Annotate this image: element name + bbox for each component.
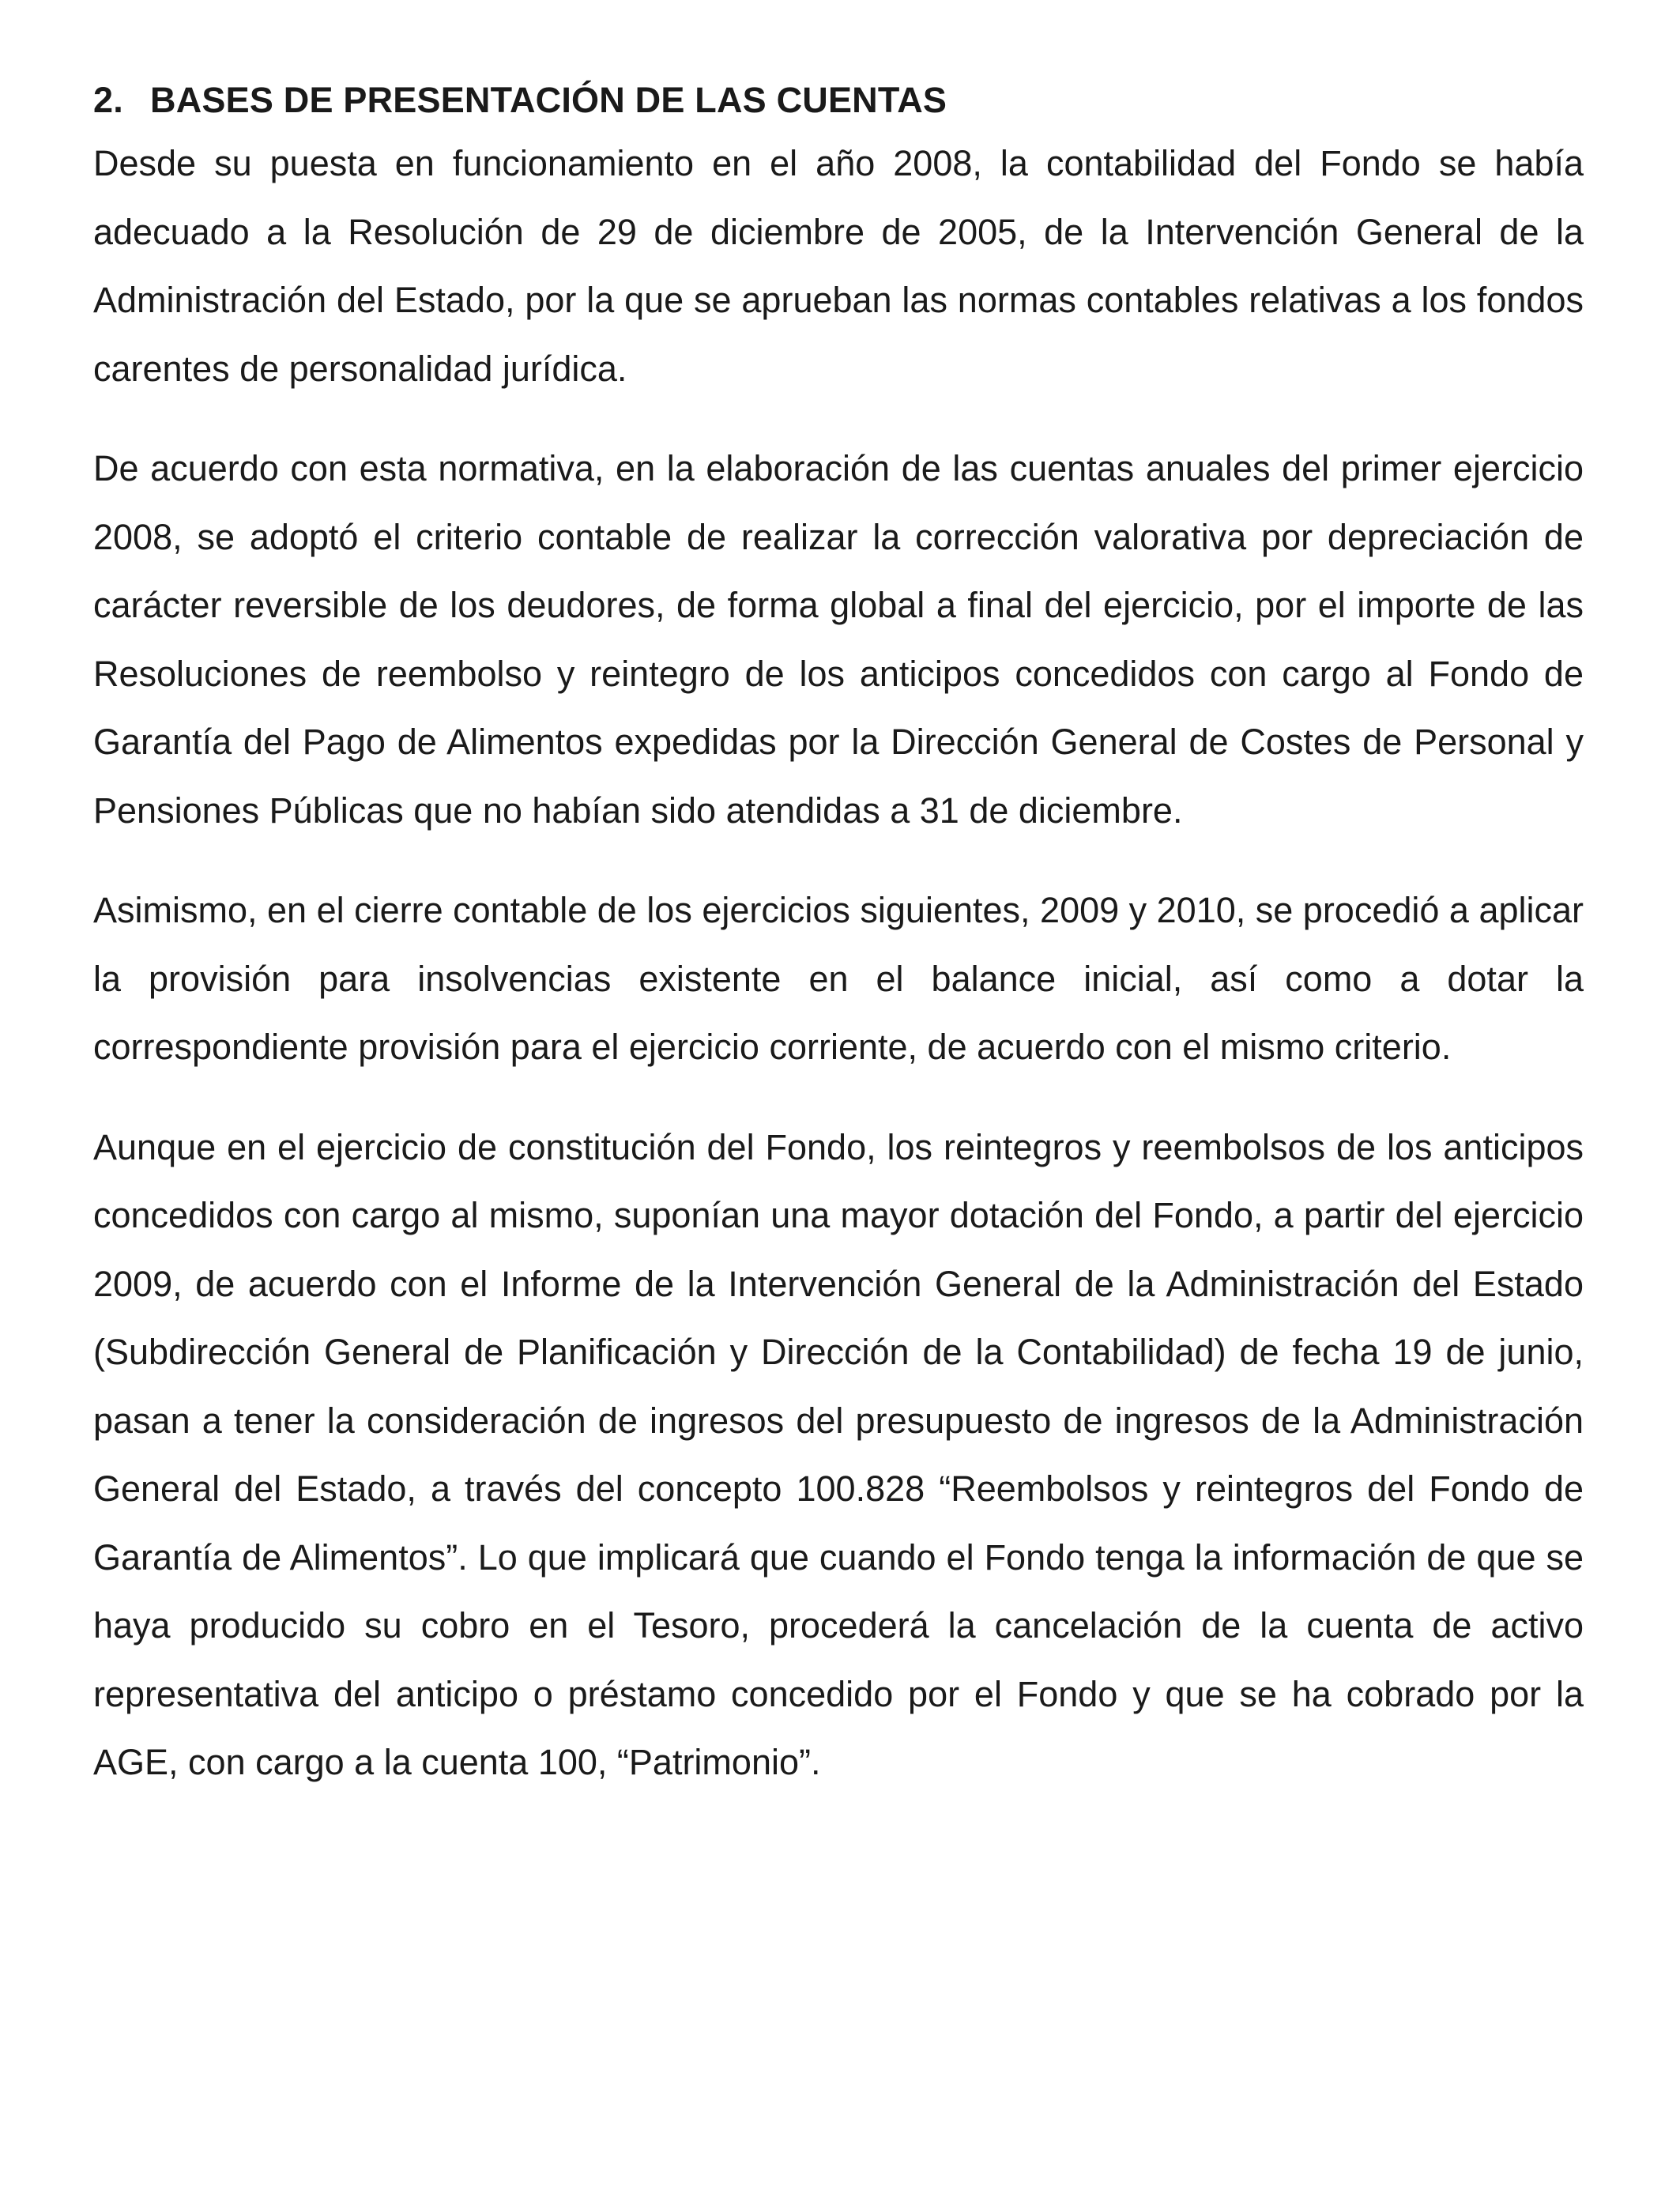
paragraph-4: Aunque en el ejercicio de constitución del Fondo, los reintegros y reembolsos de los anticipos concedidos con cargo al mismo, suponían una mayor dotación del Fondo, a partir del ejercicio 2009, de acuerdo con el Informe de la Intervención General de la Administración del Estado (Subdirección General de Planificación y Dirección de la Contabilidad) de fecha 19 de junio, pasan a tener la consideración de ingresos del presupuesto de ingresos de la Administración General del Estado, a través del concepto 100.828 “Reembolsos y reintegros del Fondo de Garantía de Alimentos”. Lo que implicará que cuando el Fondo tenga la información de que se haya producido su cobro en el Tesoro, procederá la cancelación de la cuenta de activo representativa del anticipo o préstamo concedido por el Fondo y que se ha cobrado por la AGE, con cargo a la cuenta 100, “Patrimonio”. bbox=[93, 1126, 1584, 1782]
section-heading bbox=[93, 73, 1584, 128]
section-number: 2. bbox=[93, 80, 123, 120]
paragraph-3: Asimismo, en el cierre contable de los ejercicios siguientes, 2009 y 2010, se procedió a aplicar la provisión para insolvencias existente en el balance inicial, así como a dotar la correspondiente provisión para el ejercicio corriente, de acuerdo con el mismo criterio. bbox=[93, 890, 1584, 1067]
paragraph-2: De acuerdo con esta normativa, en la elaboración de las cuentas anuales del primer ejercicio 2008, se adoptó el criterio contable de realizar la corrección valorativa por depreciación de carácter reversible de los deudores, de forma global a final del ejercicio, por el importe de las Resoluciones de reembolso y reintegro de los anticipos concedidos con cargo al Fondo de Garantía del Pago de Alimentos expedidas por la Dirección General de Costes de Personal y Pensiones Públicas que no habían sido atendidas a 31 de diciembre. bbox=[93, 448, 1584, 831]
paragraph-1: Desde su puesta en funcionamiento en el año 2008, la contabilidad del Fondo se había adecuado a la Resolución de 29 de diciembre de 2005, de la Intervención General de la Administración del Estado, por la que se aprueban las normas contables relativas a los fondos carentes de personalidad jurídica. bbox=[93, 143, 1584, 389]
document-page bbox=[93, 73, 1584, 1829]
section-title: BASES DE PRESENTACIÓN DE LAS CUENTAS bbox=[150, 80, 947, 120]
